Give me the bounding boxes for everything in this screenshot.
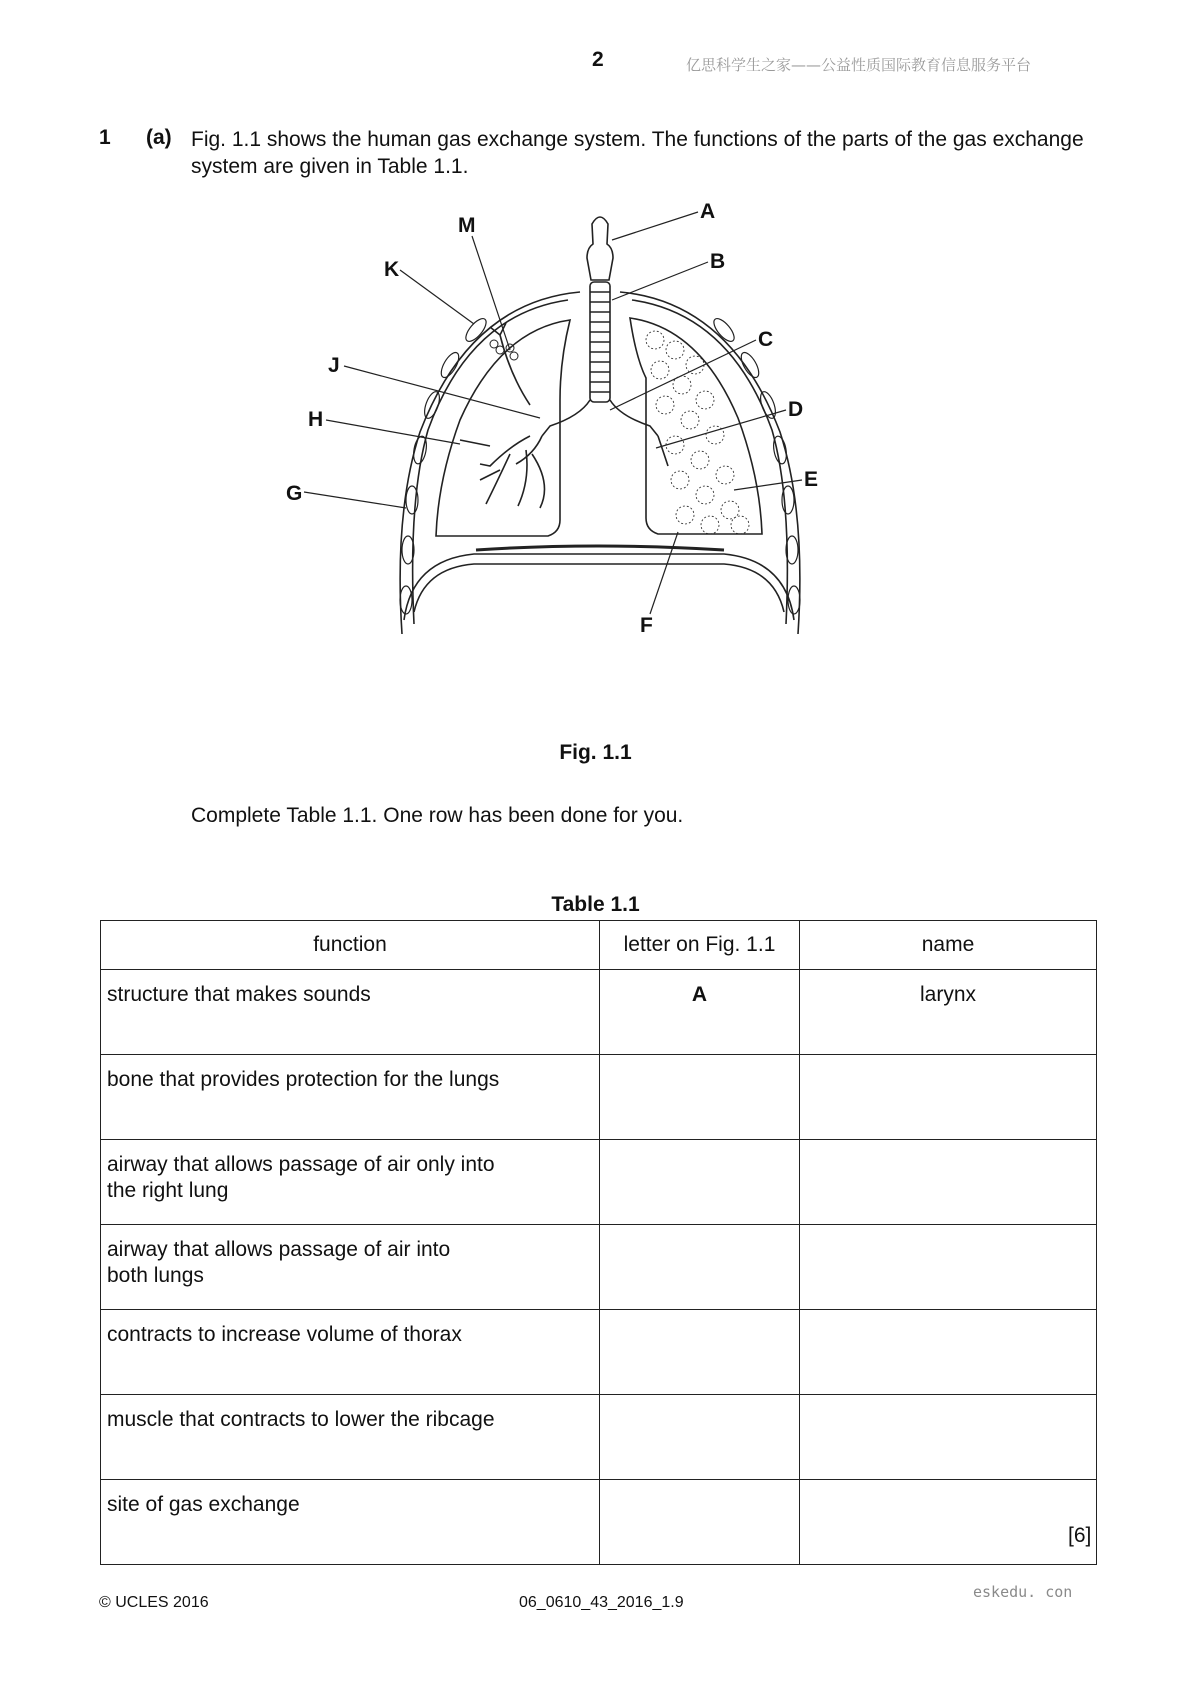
table-row (101, 1225, 1097, 1310)
label-j: J (328, 354, 340, 377)
name-answer-cell[interactable] (800, 1310, 1097, 1395)
footer-copyright: © UCLES 2016 (99, 1594, 209, 1611)
name-answer-cell[interactable] (800, 1480, 1097, 1565)
alveoli-texture (646, 331, 749, 534)
table-title: Table 1.1 (551, 893, 640, 916)
label-h: H (308, 408, 324, 431)
figure-caption: Fig. 1.1 (559, 741, 632, 764)
letter-answer-cell[interactable] (600, 1055, 800, 1140)
function-cell (101, 1140, 600, 1225)
table-row (101, 970, 1097, 1055)
function-cell: structure that makes sounds (101, 970, 600, 1055)
answer-table (100, 920, 1097, 1565)
function-cell: contracts to increase volume of thorax (101, 1310, 600, 1395)
header-function: function (101, 921, 600, 970)
table-row (101, 1310, 1097, 1395)
letter-answer-cell[interactable] (600, 1480, 800, 1565)
name-cell: larynx (800, 970, 1097, 1055)
letter-answer-cell[interactable] (600, 1140, 800, 1225)
label-b: B (710, 250, 726, 273)
name-answer-cell[interactable] (800, 1140, 1097, 1225)
function-cell: site of gas exchange (101, 1480, 600, 1565)
header-name: name (800, 921, 1097, 970)
larynx-shape (587, 217, 613, 280)
label-a: A (700, 200, 716, 223)
letter-answer-cell[interactable] (600, 1225, 800, 1310)
table-header-row (101, 921, 1097, 970)
function-text: airway that allows passage of air into both lungs (107, 1238, 451, 1287)
gas-exchange-diagram (286, 200, 920, 680)
letter-answer-cell[interactable] (600, 1395, 800, 1480)
question-intro: Fig. 1.1 shows the human gas exchange system. The functions of the parts of the gas exchange system are given in Table 1.1. (191, 128, 1084, 178)
instruction-text: Complete Table 1.1. One row has been done for you. (191, 804, 684, 827)
table-row (101, 1055, 1097, 1140)
label-c: C (758, 328, 774, 351)
name-answer-cell[interactable] (800, 1055, 1097, 1140)
function-cell (101, 1225, 600, 1310)
diagram-drawing (304, 212, 802, 634)
function-text: airway that allows passage of air only into the right lung (107, 1153, 495, 1202)
table-row (101, 1480, 1097, 1565)
label-g: G (286, 482, 303, 505)
table-row (101, 1140, 1097, 1225)
header-letter: letter on Fig. 1.1 (600, 921, 800, 970)
footer-code: 06_0610_43_2016_1.9 (519, 1594, 684, 1611)
page-number: 2 (592, 48, 604, 71)
letter-cell: A (600, 970, 800, 1055)
name-answer-cell[interactable] (800, 1225, 1097, 1310)
label-m: M (458, 214, 476, 237)
left-pleura-shape (413, 300, 568, 624)
diaphragm-inner-shape (414, 564, 784, 612)
letter-answer-cell[interactable] (600, 1310, 800, 1395)
label-d: D (788, 398, 804, 421)
header-watermark: 亿思科学生之家——公益性质国际教育信息服务平台 (686, 56, 1032, 74)
label-k: K (384, 258, 400, 281)
label-e: E (804, 468, 819, 491)
diaphragm-muscle-shape (476, 546, 724, 550)
table-row (101, 1395, 1097, 1480)
rib-segments (400, 315, 800, 614)
bronchiole-upper-shape (490, 323, 530, 405)
marks-total: [6] (1068, 1524, 1092, 1547)
name-answer-cell[interactable] (800, 1395, 1097, 1480)
question-part: (a) (146, 126, 172, 149)
bronchioles-shape (460, 436, 545, 508)
alveoli-cluster (490, 340, 518, 360)
function-cell: bone that provides protection for the lungs (101, 1055, 600, 1140)
function-cell: muscle that contracts to lower the ribcage (101, 1395, 600, 1480)
label-f: F (640, 614, 653, 637)
trachea-shape (590, 282, 610, 402)
footer-watermark: eskedu. con (973, 1583, 1073, 1601)
question-number: 1 (99, 126, 111, 149)
